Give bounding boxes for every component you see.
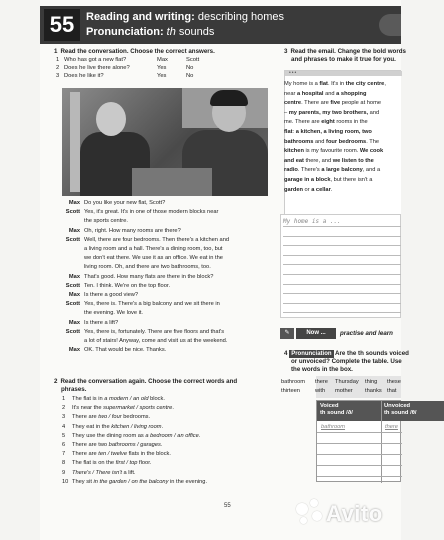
dialogue-line bbox=[54, 227, 294, 235]
email-line bbox=[284, 166, 380, 174]
item-pre: There are two bbox=[72, 442, 109, 448]
item-pre: They eat in the bbox=[72, 423, 112, 430]
item-pre: There are bbox=[72, 451, 99, 458]
box-word: with bbox=[315, 388, 326, 394]
now-rest-text: practise and learn bbox=[340, 330, 393, 337]
item-n: 10 bbox=[62, 478, 69, 485]
box-word: thing bbox=[365, 379, 378, 385]
item-opt[interactable]: kitchen / living room bbox=[111, 423, 162, 430]
speaker-name: Scott bbox=[65, 328, 80, 335]
email-line bbox=[284, 128, 372, 136]
dialogue-text: Do you like your new flat, Scott? bbox=[84, 200, 166, 206]
bold-phrase: flat bbox=[284, 129, 293, 135]
email-line bbox=[284, 118, 368, 126]
item-post: floor. bbox=[137, 460, 152, 467]
bold-phrase: and eat bbox=[284, 157, 304, 164]
dialogue-text: OK. That would be nice. Thanks. bbox=[84, 347, 167, 354]
exercise-3-instruction: 3 Read the email. Change the bold words and phrases to make it true for you. bbox=[284, 48, 406, 63]
avito-watermark bbox=[292, 497, 396, 533]
item-opt[interactable]: ten / twelve bbox=[98, 451, 128, 458]
email-text-segment: is my favourite room. bbox=[303, 148, 360, 155]
bold-phrase: flat bbox=[319, 81, 328, 87]
exercise-4-line-3: the words in the box. bbox=[291, 366, 353, 373]
watermark-text: Avito bbox=[326, 501, 383, 526]
writing-line bbox=[283, 236, 401, 237]
dialogue-text: Well, there are four bedrooms. Then there's a kitchen and bbox=[84, 236, 230, 243]
dialogue-line bbox=[54, 245, 294, 253]
bold-phrase: my parents, my two brothers, bbox=[288, 109, 369, 116]
email-line bbox=[284, 80, 386, 88]
item-n: 4 bbox=[62, 423, 66, 430]
item-post: . bbox=[161, 423, 164, 430]
bold-phrase: garage bbox=[284, 177, 303, 183]
dialogue-text: living room. Oh, and there are two bathrooms, too. bbox=[84, 264, 211, 271]
dialogue-text: Oh, right. How many rooms are there? bbox=[84, 227, 181, 234]
dialogue-line bbox=[54, 254, 294, 262]
bold-phrase: in a block bbox=[304, 177, 331, 183]
speaker-name: Scott bbox=[65, 236, 80, 243]
dialogue-line bbox=[54, 217, 294, 225]
email-line bbox=[284, 147, 383, 155]
box-word: mother bbox=[335, 388, 353, 394]
speaker-name: Scott bbox=[65, 301, 80, 308]
bold-phrase: garden bbox=[284, 186, 303, 193]
bold-phrase: a large balcony bbox=[321, 167, 363, 174]
email-line bbox=[284, 176, 372, 184]
item-opt[interactable]: supermarket / sports centre bbox=[103, 405, 173, 412]
item-n: 9 bbox=[62, 469, 66, 476]
email-text-segment: , but there isn't a bbox=[330, 177, 373, 183]
dialogue-line bbox=[54, 282, 294, 290]
speaker-name: Scott bbox=[65, 209, 80, 216]
unit-title: Reading and writing: describing homes bbox=[86, 11, 285, 23]
unvoiced-example: there bbox=[385, 424, 398, 430]
item-opt[interactable]: There's / There isn't bbox=[72, 469, 122, 476]
voiced-column-header: Voiced th sound /ð/ bbox=[317, 401, 381, 421]
exercise-1-instruction: 1 Read the conversation. Choose the correct answers. bbox=[54, 48, 215, 55]
item-post: . bbox=[172, 405, 174, 412]
bold-phrase: radio bbox=[284, 167, 298, 174]
dialogue-line bbox=[54, 291, 294, 299]
dialogue-line bbox=[54, 208, 294, 216]
item-n: 7 bbox=[62, 451, 66, 458]
email-line bbox=[284, 99, 381, 107]
email-text-segment: and bbox=[323, 90, 337, 97]
email-toolbar-dots: ••• bbox=[289, 70, 298, 76]
email-text-segment: . bbox=[330, 186, 333, 193]
exercise-4-line-2: or unvoiced? Complete the table. Use bbox=[291, 358, 402, 365]
item-n: 5 bbox=[62, 432, 66, 439]
dialogue-line bbox=[54, 263, 294, 271]
item-post: flats in the block. bbox=[127, 451, 171, 458]
item-opt[interactable]: first / top bbox=[115, 460, 138, 467]
dialogue-line bbox=[54, 346, 294, 354]
question-1: 1 Who has got a new flat? Max Scott bbox=[56, 57, 200, 63]
workbook-page bbox=[40, 0, 417, 540]
email-text-segment: people at home bbox=[340, 100, 381, 107]
dialogue-text: Is there a lift? bbox=[84, 319, 119, 326]
email-text-segment: . The bbox=[366, 138, 380, 145]
dialogue-text: Yes, there is, fortunately. There are five floors and that's bbox=[84, 328, 225, 335]
speaker-name: Max bbox=[68, 292, 80, 298]
bold-phrase: kitchen bbox=[284, 148, 304, 155]
unit-subtitle: Pronunciation: th sounds bbox=[86, 26, 215, 38]
dialogue-text: the evening. We love it. bbox=[84, 310, 144, 317]
speaker-name: Max bbox=[68, 273, 80, 280]
writing-prompt: My home is a ... bbox=[283, 218, 341, 225]
bold-phrase: the city centre bbox=[345, 81, 385, 87]
item-post: . bbox=[198, 432, 201, 439]
box-word: these bbox=[387, 379, 401, 385]
item-opt[interactable]: bathrooms / garages bbox=[108, 442, 161, 448]
speaker-name: Max bbox=[68, 200, 80, 206]
item-opt[interactable]: two / four bbox=[98, 414, 122, 421]
item-n: 2 bbox=[62, 405, 66, 412]
exercise-2-item bbox=[62, 423, 163, 431]
item-opt[interactable]: in the garden / on the balcony bbox=[93, 478, 169, 485]
item-pre: The flat is on the bbox=[72, 460, 116, 467]
email-text-segment: there, and bbox=[303, 157, 333, 164]
bold-phrase: a shopping bbox=[336, 90, 367, 97]
item-pre: The flat is in bbox=[72, 396, 105, 402]
item-n: 8 bbox=[62, 460, 66, 467]
dialogue-line bbox=[54, 337, 294, 345]
unvoiced-column-header: Unvoiced th sound /θ/ bbox=[381, 401, 444, 421]
photo-two-men bbox=[62, 88, 268, 196]
dialogue-text: Yes, there is. There's a big balcony and we sit there in bbox=[84, 301, 220, 308]
dialogue-text: a living room and a hall. There's a dining room, too, but bbox=[84, 246, 223, 252]
email-text-segment: and bbox=[368, 109, 380, 116]
dialogue-text: we don't eat there. We use it as an office. We eat in the bbox=[84, 255, 223, 262]
writing-line bbox=[283, 264, 401, 265]
item-post: . bbox=[160, 442, 163, 448]
bold-phrase: a hospital bbox=[296, 90, 324, 97]
dialogue-line bbox=[54, 319, 294, 327]
writing-line bbox=[283, 245, 401, 246]
th-sounds-table bbox=[316, 400, 417, 482]
item-pre: They use the dining room as bbox=[72, 432, 146, 439]
speaker-name: Max bbox=[68, 347, 80, 354]
bold-phrase: a cellar bbox=[311, 186, 331, 193]
pronunciation-tag: Pronunciation bbox=[291, 351, 332, 357]
dialogue-line bbox=[54, 236, 294, 244]
bold-phrase: centre bbox=[284, 100, 302, 107]
unit-number: 55 bbox=[44, 9, 80, 41]
dialogue-text: Ten. I think. We're on the top floor. bbox=[84, 282, 171, 289]
exercise-2-item bbox=[62, 469, 136, 477]
item-post: in the evening. bbox=[168, 478, 208, 485]
speaker-name: Max bbox=[68, 227, 80, 234]
email-text-segment: . There are bbox=[301, 100, 331, 107]
email-text-segment: rooms in the bbox=[334, 119, 368, 126]
writing-line bbox=[283, 274, 401, 275]
email-line bbox=[284, 138, 379, 146]
email-text-segment: – bbox=[284, 109, 289, 116]
exercise-2-item bbox=[62, 413, 150, 421]
page-number: 55 bbox=[224, 503, 231, 509]
email-text-segment: and bbox=[313, 138, 327, 145]
item-n: 1 bbox=[62, 396, 66, 402]
box-word: thirteen bbox=[281, 388, 300, 394]
item-pre: It's near the bbox=[72, 405, 104, 412]
dialogue-text: Yes, it's great. It's in one of those modern blocks near bbox=[84, 209, 219, 216]
bold-phrase: We cook bbox=[359, 148, 384, 155]
box-word: there bbox=[315, 379, 328, 385]
email-text-segment: . There's bbox=[297, 167, 322, 174]
writing-line bbox=[283, 303, 401, 304]
exercise-2-item bbox=[62, 404, 174, 412]
writing-line bbox=[283, 255, 401, 256]
item-post: bedrooms. bbox=[121, 414, 151, 421]
email-line bbox=[284, 90, 367, 98]
box-word: bathroom bbox=[281, 379, 306, 385]
writing-line bbox=[283, 284, 401, 285]
email-line bbox=[284, 157, 374, 165]
dialogue-text: a lot of stairs! Anyway, come and visit us at the weekend. bbox=[84, 338, 228, 344]
dialogue-line bbox=[54, 300, 294, 308]
voiced-example: bathroom bbox=[321, 424, 346, 430]
item-post: block. bbox=[148, 396, 165, 402]
bold-phrase: we listen to the bbox=[332, 157, 374, 164]
dialogue-text: Is there a good view? bbox=[84, 292, 139, 298]
question-2: 2 Does he live there alone? Yes No bbox=[56, 65, 194, 71]
writing-line bbox=[283, 226, 401, 227]
email-line bbox=[284, 109, 379, 117]
dialogue-text: That's good. How many flats are there in the block? bbox=[84, 273, 214, 280]
bold-phrase: four bedrooms bbox=[326, 138, 367, 145]
now-label: Now ... bbox=[296, 328, 336, 339]
dialogue-line bbox=[54, 309, 294, 317]
writing-line bbox=[283, 293, 401, 294]
email-line bbox=[284, 186, 332, 194]
dialogue-line bbox=[54, 273, 294, 281]
email-text-segment: : bbox=[292, 129, 296, 135]
exercise-2-item bbox=[62, 441, 162, 449]
box-word: thanks bbox=[365, 388, 382, 394]
now-practise-tag bbox=[280, 328, 401, 339]
bold-phrase: eight bbox=[321, 119, 335, 126]
exercise-2-item bbox=[62, 459, 151, 467]
email-text-segment: My home is a bbox=[284, 81, 320, 87]
dialogue-text: the sports centre. bbox=[84, 218, 128, 225]
unit-header bbox=[40, 6, 401, 44]
box-word: that bbox=[387, 388, 397, 394]
speaker-name: Max bbox=[68, 319, 80, 326]
corner-badge bbox=[379, 14, 401, 36]
item-opt[interactable]: a modern / an old bbox=[104, 396, 149, 402]
email-text-segment: . It's in bbox=[327, 81, 346, 87]
email-text-segment: me. There are bbox=[284, 119, 322, 126]
email-text-segment: , bbox=[384, 81, 386, 87]
item-n: 3 bbox=[62, 414, 66, 421]
item-post: a lift. bbox=[121, 469, 136, 476]
box-word: Thursday bbox=[335, 379, 359, 385]
dialogue-line bbox=[54, 199, 294, 207]
email-text-segment: near bbox=[284, 90, 297, 97]
bold-phrase: five bbox=[330, 100, 341, 107]
exercise-2-item bbox=[62, 478, 207, 486]
dialogue-line bbox=[54, 328, 294, 336]
item-opt[interactable]: a bedroom / an office bbox=[145, 432, 199, 439]
email-text-segment: , and a bbox=[362, 167, 381, 174]
pencil-icon: ✎ bbox=[280, 328, 294, 339]
bold-phrase: a kitchen, a living room, two bbox=[295, 129, 372, 135]
item-pre: They sit bbox=[72, 478, 94, 485]
speaker-name: Scott bbox=[65, 282, 80, 289]
question-3: 3 Does he like it? Yes No bbox=[56, 73, 194, 79]
exercise-2-item bbox=[62, 450, 171, 458]
writing-line bbox=[283, 312, 401, 313]
exercise-4-line-1: 4 Pronunciation Are the th sounds voiced bbox=[284, 350, 409, 357]
email-text-segment: or bbox=[302, 186, 312, 193]
exercise-2-instruction: 2 Read the conversation again. Choose the correct words and phrases. bbox=[54, 378, 238, 393]
item-n: 6 bbox=[62, 442, 66, 448]
bold-phrase: bathrooms bbox=[284, 138, 314, 145]
exercise-2-item bbox=[62, 432, 200, 440]
item-pre: There are bbox=[72, 414, 99, 421]
exercise-2-item bbox=[62, 395, 165, 403]
